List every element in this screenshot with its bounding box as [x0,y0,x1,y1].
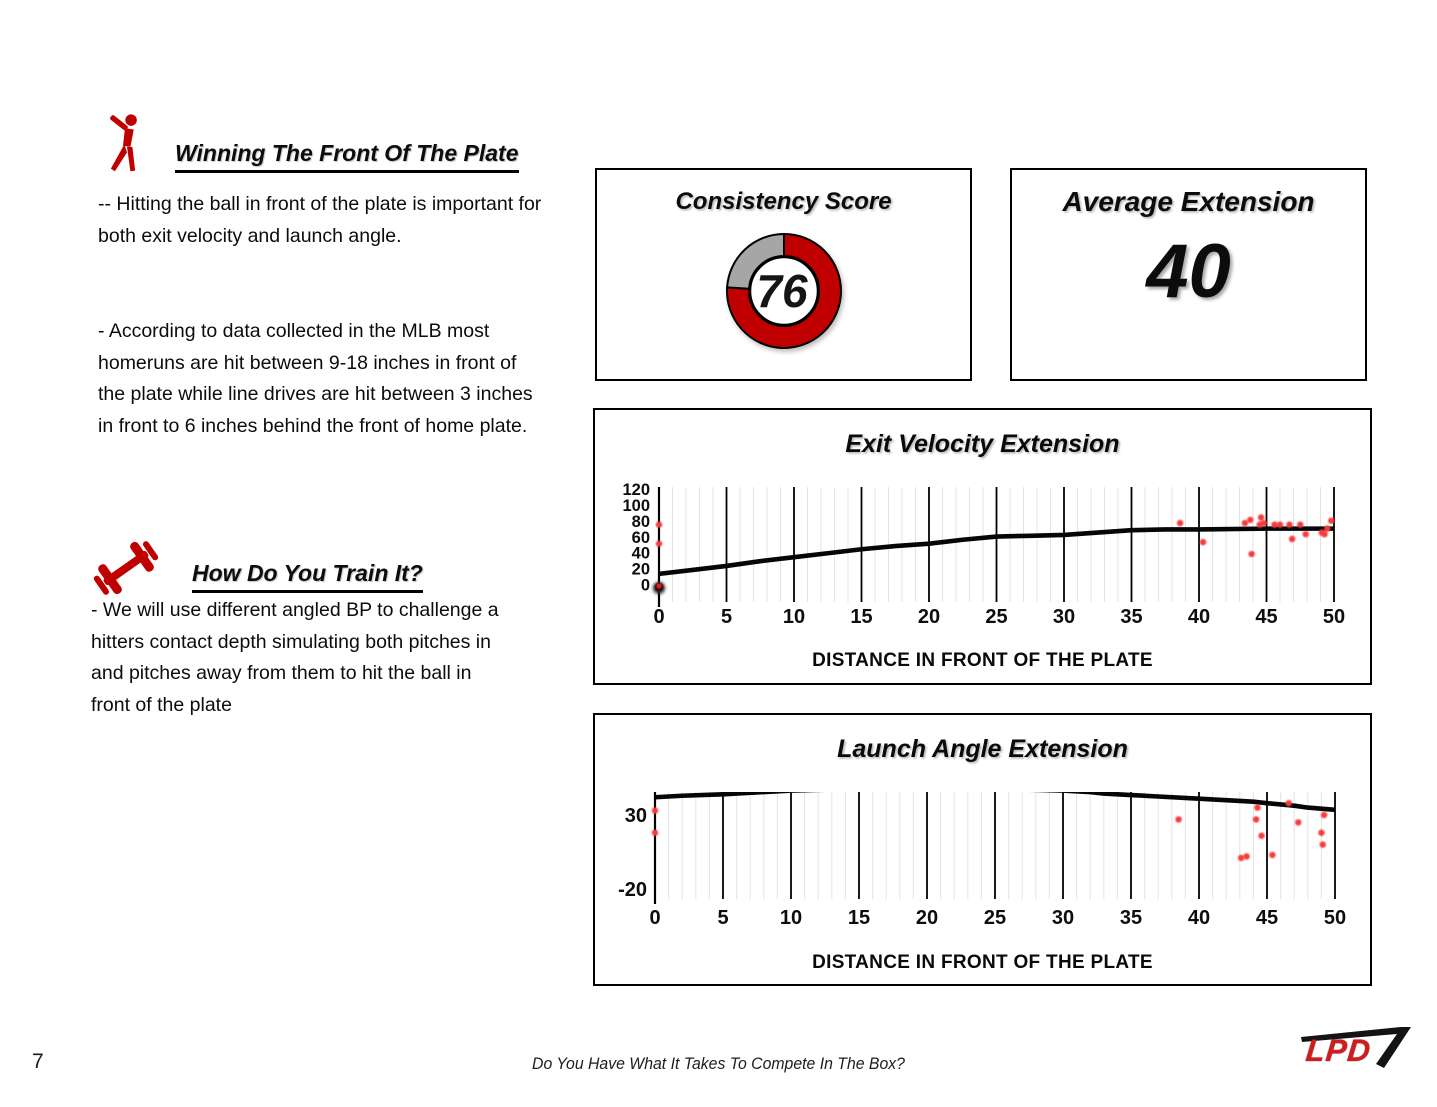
svg-text:30: 30 [1052,606,1076,628]
svg-text:120: 120 [622,481,650,500]
winning-heading: Winning The Front Of The Plate [175,140,519,173]
train-paragraph: - We will use different angled BP to challenge a hitters contact depth simulating both pitches in and pitches away from them to hit the ball in front of the plate [91,599,499,716]
train-heading: How Do You Train It? [192,560,423,593]
extension-card [1010,168,1367,381]
svg-text:0: 0 [649,907,661,929]
svg-text:30: 30 [1051,907,1075,929]
svg-text:5: 5 [720,606,733,628]
svg-text:25: 25 [983,907,1007,929]
exit-velocity-chart-title: Exit Velocity Extension [845,430,1120,458]
svg-text:10: 10 [782,606,806,628]
svg-text:0: 0 [640,576,650,595]
svg-text:100: 100 [622,497,650,516]
svg-text:50: 50 [1322,606,1346,628]
extension-title: Average Extension [1062,186,1315,217]
logo-text: LPD [1304,1033,1373,1068]
svg-text:50: 50 [1323,907,1347,929]
svg-text:45: 45 [1255,606,1278,628]
launch-angle-chart-title: Launch Angle Extension [837,735,1128,763]
footer-note: Do You Have What It Takes To Compete In The Box? [532,1054,905,1073]
batter-icon [103,112,147,174]
exit-velocity-plot [595,410,1370,683]
lpd-logo [1298,1026,1416,1072]
svg-text:10: 10 [779,907,803,929]
svg-text:40: 40 [631,544,650,563]
svg-text:40: 40 [1187,606,1211,628]
svg-text:15: 15 [850,606,873,628]
svg-text:40: 40 [1187,907,1211,929]
svg-text:0: 0 [653,606,665,628]
svg-text:60: 60 [631,528,650,547]
svg-text:45: 45 [1255,907,1279,929]
extension-value: 40 [1146,229,1231,314]
exit-velocity-xaxis-label: DISTANCE IN FRONT OF THE PLATE [812,650,1153,671]
svg-text:15: 15 [847,907,871,929]
svg-text:35: 35 [1120,606,1143,628]
exit-velocity-chart-card [593,408,1372,685]
svg-text:20: 20 [631,560,650,579]
svg-text:80: 80 [631,512,650,531]
mlb-paragraph: - According to data collected in the MLB most homeruns are hit between 9-18 inches in front of the plate while line drives are hit between 3 inches in front to 6 inches behind the front of home plate. [98,320,533,437]
svg-text:35: 35 [1119,907,1143,929]
consistency-donut [719,226,849,356]
donut-value: 76 [755,265,808,317]
svg-text:25: 25 [985,606,1008,628]
svg-text:-20: -20 [618,879,647,901]
launch-angle-xaxis-label: DISTANCE IN FRONT OF THE PLATE [812,952,1153,973]
consistency-card [595,168,972,381]
svg-text:20: 20 [915,907,939,929]
intro-paragraph: -- Hitting the ball in front of the plate is important for both exit velocity and launch angle. [98,193,542,247]
svg-text:5: 5 [717,907,729,929]
launch-angle-chart-card [593,713,1372,986]
svg-text:30: 30 [624,805,647,827]
svg-text:20: 20 [917,606,941,628]
launch-angle-plot [595,715,1370,984]
page-number: 7 [32,1050,44,1073]
consistency-title: Consistency Score [675,188,892,215]
